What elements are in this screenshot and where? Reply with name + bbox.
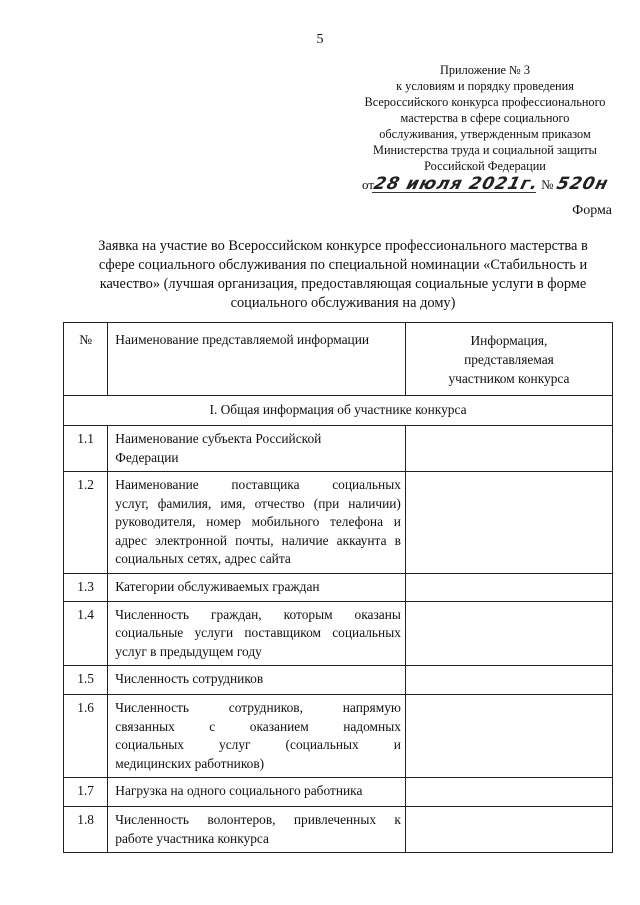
row-name-line: медицинских работников) <box>115 755 265 771</box>
form-label: Форма <box>572 203 612 218</box>
row-name <box>108 695 406 778</box>
row-name-line: Федерации <box>115 449 179 465</box>
annex-line: мастерства в сфере социального <box>400 111 570 125</box>
row-number: 1.3 <box>64 573 108 601</box>
header-name: Наименование представляемой информации <box>108 323 406 396</box>
row-name-line: руководителя, номер мобильного телефона и <box>115 514 401 529</box>
annex-line: Российской Федерации <box>424 159 546 173</box>
order-number-handwritten: 520н <box>554 174 611 194</box>
row-name-line: социальных услуг (социальных и <box>115 737 401 752</box>
row-name <box>108 426 406 472</box>
row-number: 1.1 <box>64 426 108 472</box>
row-number: 1.7 <box>64 778 108 807</box>
row-info-cell[interactable] <box>405 778 612 807</box>
row-info-cell[interactable] <box>405 426 612 472</box>
section-title: I. Общая информация об участнике конкурса <box>64 396 613 426</box>
order-date-handwritten: 28 июля 2021г. <box>371 174 541 194</box>
row-name <box>108 778 406 807</box>
table-row <box>64 426 613 472</box>
row-name-line: связанных с оказанием надомных <box>115 718 401 734</box>
row-name-line: Категории обслуживаемых граждан <box>115 578 320 594</box>
row-number: 1.6 <box>64 695 108 778</box>
row-name-line: Численность волонтеров, привлеченных к <box>115 812 401 827</box>
order-prefix: от <box>361 177 374 192</box>
table-row <box>64 601 613 666</box>
row-name-line: Нагрузка на одного социального работника <box>115 783 363 798</box>
row-name <box>108 601 406 666</box>
table-row <box>64 666 613 695</box>
title-line: Заявка на участие во Всероссийском конкурсе профессионального мастерства в <box>98 238 588 254</box>
annex-line: обслуживания, утвержденным приказом <box>379 127 591 141</box>
row-info-cell[interactable] <box>405 472 612 574</box>
row-info-cell[interactable] <box>405 601 612 666</box>
row-name-line: адрес электронной почты, наличие аккаунта в <box>115 532 401 548</box>
header-info-line: Информация, <box>470 333 548 348</box>
row-name-line: Численность сотрудников, напрямую <box>115 700 401 715</box>
header-info <box>405 323 612 396</box>
row-name-line: услуг в предыдущем году <box>115 643 262 659</box>
row-number: 1.4 <box>64 601 108 666</box>
order-line <box>354 176 616 193</box>
row-name <box>108 666 406 695</box>
table-row <box>64 695 613 778</box>
title-line: социального обслуживания на дому) <box>230 295 456 311</box>
header-info-line: представляемая <box>464 352 554 367</box>
document-title <box>80 237 606 313</box>
row-name-line: Численность граждан, которым оказаны <box>115 606 401 622</box>
annex-line: Приложение № 3 <box>439 63 531 77</box>
table-header-row <box>64 323 613 396</box>
section-row <box>64 396 613 426</box>
row-info-cell[interactable] <box>405 807 612 853</box>
row-number: 1.5 <box>64 666 108 695</box>
title-line: сфере социального обслуживания по специальной номинации «Стабильность и <box>98 257 588 273</box>
row-name-line: Наименование субъекта Российской <box>115 431 322 446</box>
row-info-cell[interactable] <box>405 573 612 601</box>
annex-line: Всероссийского конкурса профессионального <box>364 95 606 109</box>
row-info-cell[interactable] <box>405 666 612 695</box>
row-number: 1.2 <box>64 472 108 574</box>
application-form-table <box>63 322 613 853</box>
row-name-line: Наименование поставщика социальных <box>115 477 401 492</box>
row-name <box>108 472 406 574</box>
row-info-cell[interactable] <box>405 695 612 778</box>
table-row <box>64 472 613 574</box>
table-row <box>64 807 613 853</box>
annex-line: Министерства труда и социальной защиты <box>373 143 597 157</box>
annex-block <box>354 62 616 193</box>
row-name <box>108 807 406 853</box>
row-name-line: социальные услуги поставщиком социальных <box>115 625 401 640</box>
row-name-line: услуг, фамилия, имя, отчество (при наличии) <box>115 495 401 511</box>
row-name-line: работе участника конкурса <box>115 830 269 846</box>
table-row <box>64 778 613 807</box>
row-name <box>108 573 406 601</box>
page-number: 5 <box>316 32 324 47</box>
annex-line: к условиям и порядку проведения <box>396 79 574 93</box>
header-number: № <box>64 323 108 396</box>
row-name-line: социальных сетях, адрес сайта <box>115 551 291 566</box>
header-info-line: участником конкурса <box>448 371 570 386</box>
table-row <box>64 573 613 601</box>
row-name-line: Численность сотрудников <box>115 671 264 686</box>
title-line: качество» (лучшая организация, предоставляющая социальные услуги в форме <box>99 276 587 292</box>
order-number-label: № <box>541 177 554 192</box>
row-number: 1.8 <box>64 807 108 853</box>
